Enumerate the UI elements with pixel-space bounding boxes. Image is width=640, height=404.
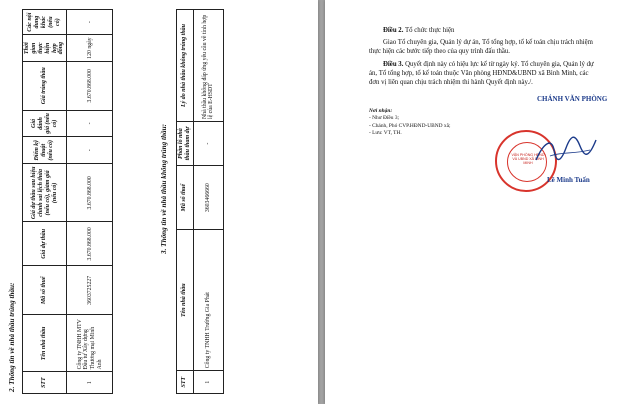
col-name: Tên nhà thầu	[177, 230, 194, 371]
col-tax: Mã số thuế	[23, 266, 67, 315]
cell-win-price: 3.670.868.000	[67, 61, 113, 110]
recipients-title: Nơi nhận:	[369, 108, 393, 114]
col-part: Phần lô nhà thầu tham dự	[177, 122, 194, 166]
article-3-label: Điều 3.	[383, 61, 404, 68]
col-tax: Mã số thuế	[177, 166, 194, 230]
col-other: Các nội dung khác (nếu có)	[23, 10, 67, 35]
section3-title: 3. Thông tin về nhà thầu không trúng thầu:	[160, 123, 168, 254]
rotated-content	[0, 0, 318, 404]
cell-stt: 1	[67, 372, 113, 394]
recipient-item: - Như Điều 3;	[369, 115, 400, 122]
article-3-body: Quyết định này có hiệu lực kể từ ngày ký. Tổ chuyên gia, Quản lý dự án, Tổ tổng hợp, tổ kế toán thuộc Văn phòng HĐND&UBND xã Bình Minh, các đơn vị liên quan chịu trách nhiệm thi hành Quyết định này./.	[369, 61, 594, 87]
col-win-price: Giá trúng thầu	[23, 61, 67, 110]
official-stamp: VĂN PHÒNG HĐND VÀ UBND XÃ BÌNH MINH	[495, 130, 557, 192]
cell-duration: 120 ngày	[67, 35, 113, 62]
cell-name: Công ty TNHH MTV Đầu tư Xây dựng Thương mại Minh Anh	[67, 315, 113, 372]
col-bid-adjusted: Giá dự thầu sau hiệu chỉnh sai lệch thừa (nếu có), giảm giá (nếu có)	[23, 164, 67, 222]
col-duration: Thời gian thực hiện hợp đồng	[23, 35, 67, 62]
article-2-title: Tổ chức thực hiện	[404, 27, 455, 34]
article-2-body: Giao Tổ chuyên gia, Quản lý dự án, Tổ tổng hợp, tổ kế toán chịu trách nhiệm thực hiện các bước tiếp theo của quy trình đấu thầu.	[369, 39, 593, 56]
article-3	[369, 60, 594, 88]
cell-reason: Nhà thầu không đáp ứng yêu cầu về tính hợp lệ của E-HSDT	[193, 10, 223, 122]
table-row	[193, 10, 223, 394]
losing-bidder-table	[176, 9, 224, 394]
col-stt: STT	[23, 372, 67, 394]
winning-bidder-table	[22, 9, 113, 394]
article-2	[383, 26, 583, 35]
recipients-block	[369, 108, 489, 137]
document-page-right	[325, 0, 640, 404]
cell-stt: 1	[193, 371, 223, 394]
col-reason: Lý do nhà thầu không trúng thầu	[177, 10, 194, 122]
recipient-item: - Chánh, Phó CVP.HĐND-UBND xã;	[369, 122, 451, 129]
col-name: Tên nhà thầu	[23, 315, 67, 372]
col-eval-price: Giá đánh giá (nếu có)	[23, 110, 67, 137]
section2-title: 2. Thông tin về nhà thầu trúng thầu:	[8, 282, 16, 392]
signer-name: Lê Minh Tuấn	[547, 176, 590, 184]
table-header-row	[23, 10, 67, 394]
table-header-row	[177, 10, 194, 394]
signature-image	[530, 130, 600, 170]
cell-other: -	[67, 10, 113, 35]
col-bid: Giá dự thầu	[23, 222, 67, 266]
cell-bid: 3.670.868.000	[67, 222, 113, 266]
cell-eval-price: -	[67, 110, 113, 137]
cell-tax: 3603466660	[193, 166, 223, 230]
col-tech-score: Điểm kỹ thuật (nếu có)	[23, 137, 67, 164]
table-row	[67, 10, 113, 394]
cell-tech-score: -	[67, 137, 113, 164]
cell-part: -	[193, 122, 223, 166]
document-page-left	[0, 0, 318, 404]
signer-title: CHÁNH VĂN PHÒNG	[537, 95, 608, 103]
cell-name: Công ty TNHH Trường Gia Phát	[193, 230, 223, 371]
cell-bid-adjusted: 3.670.868.000	[67, 164, 113, 222]
article-2-label: Điều 2.	[383, 27, 404, 34]
col-stt: STT	[177, 371, 194, 394]
cell-tax: 3603725227	[67, 266, 113, 315]
recipient-item: - Lưu: VT, TH.	[369, 129, 402, 136]
